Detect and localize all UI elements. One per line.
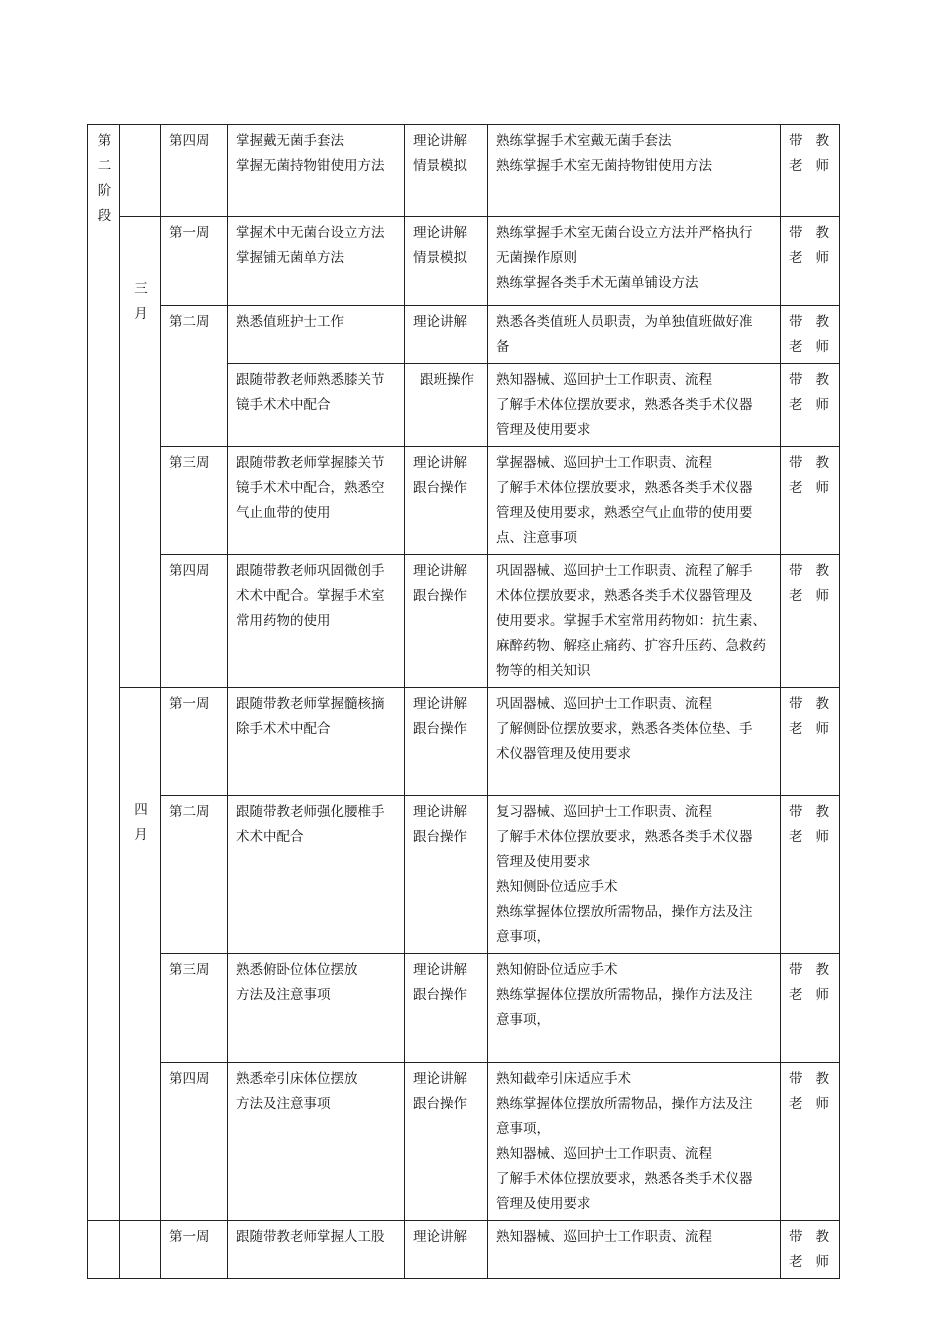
- requirement-cell-line: 点、注意事项: [496, 530, 577, 546]
- requirement-cell-line: 管理及使用要求: [496, 422, 591, 438]
- teacher-cell: [781, 217, 840, 306]
- stage-label: 第二阶段: [97, 133, 112, 224]
- method-cell-line: 理论讲解: [413, 1071, 467, 1087]
- content-cell-line: 方法及注意事项: [236, 1096, 331, 1112]
- content-cell: [228, 555, 405, 688]
- method-cell-line: 跟班操作: [420, 372, 474, 388]
- requirement-cell-line: 意事项，: [496, 1012, 550, 1028]
- requirement-cell-line: 无菌操作原则: [496, 250, 577, 266]
- requirement-cell-line: 意事项，: [496, 1121, 550, 1137]
- requirement-cell: [488, 688, 781, 796]
- teacher-cell: [781, 1221, 840, 1279]
- teacher-cell: [781, 796, 840, 954]
- requirement-cell-line: 熟练掌握体位摆放所需物品，操作方法及注: [496, 904, 753, 920]
- table-row: [88, 555, 840, 688]
- teacher-label: 带教老师: [789, 455, 829, 496]
- content-cell-line: 掌握铺无菌单方法: [236, 250, 344, 266]
- teacher-cell: [781, 306, 840, 364]
- method-cell-line: 理论讲解: [413, 314, 467, 330]
- table-row: [88, 688, 840, 796]
- week-cell: [161, 1063, 228, 1221]
- requirement-cell-line: 熟知侧卧位适应手术: [496, 879, 618, 895]
- teacher-cell: [781, 364, 840, 447]
- requirement-cell: [488, 364, 781, 447]
- requirement-cell-line: 术体位摆放要求，熟悉各类手术仪器管理及: [496, 588, 753, 604]
- content-cell-line: 跟随带教老师强化腰椎手: [236, 804, 385, 820]
- method-cell: [405, 447, 488, 555]
- method-cell: [405, 1063, 488, 1221]
- teacher-label: 带教老师: [789, 563, 829, 604]
- requirement-cell-line: 使用要求。掌握手术室常用药物如：抗生素、: [496, 613, 766, 629]
- requirement-cell-line: 麻醉药物、解痉止痛药、扩容升压药、急救药: [496, 638, 766, 654]
- requirement-cell-line: 意事项，: [496, 929, 550, 945]
- week-label: 第三周: [169, 455, 210, 471]
- week-label: 第二周: [169, 314, 210, 330]
- month-cell-empty: [120, 125, 161, 217]
- teacher-cell: [781, 688, 840, 796]
- week-label: 第四周: [169, 563, 210, 579]
- teacher-label: 带教老师: [789, 372, 829, 413]
- content-cell: [228, 447, 405, 555]
- requirement-cell-line: 熟练掌握手术室戴无菌手套法: [496, 133, 672, 149]
- table-row: [88, 954, 840, 1063]
- content-cell: [228, 125, 405, 217]
- teacher-cell: [781, 555, 840, 688]
- teacher-cell: [781, 1063, 840, 1221]
- week-label: 第四周: [169, 133, 210, 149]
- content-cell-line: 掌握戴无菌手套法: [236, 133, 344, 149]
- method-cell: [405, 217, 488, 306]
- content-cell-line: 跟随带教老师熟悉膝关节: [236, 372, 385, 388]
- teacher-label: 带教老师: [789, 696, 829, 737]
- table-row: [88, 1063, 840, 1221]
- week-label: 第四周: [169, 1071, 210, 1087]
- requirement-cell: [488, 306, 781, 364]
- empty-cell: [88, 1221, 120, 1279]
- method-cell: [405, 364, 488, 447]
- content-cell-line: 镜手术术中配合，熟悉空: [236, 480, 385, 496]
- method-cell: [405, 555, 488, 688]
- content-cell-line: 熟悉俯卧位体位摆放: [236, 962, 358, 978]
- requirement-cell: [488, 1221, 781, 1279]
- teacher-label: 带教老师: [789, 225, 829, 266]
- week-cell: [161, 306, 228, 447]
- requirement-cell: [488, 447, 781, 555]
- requirement-cell-line: 管理及使用要求: [496, 854, 591, 870]
- week-cell: [161, 217, 228, 306]
- requirement-cell: [488, 555, 781, 688]
- week-label: 第三周: [169, 962, 210, 978]
- method-cell-line: 理论讲解: [413, 962, 467, 978]
- week-cell: [161, 954, 228, 1063]
- training-schedule-table: [87, 124, 840, 1279]
- method-cell-line: 跟台操作: [413, 588, 467, 604]
- method-cell-line: 跟台操作: [413, 829, 467, 845]
- content-cell-line: 掌握术中无菌台设立方法: [236, 225, 385, 241]
- requirement-cell-line: 熟知器械、巡回护士工作职责、流程: [496, 1229, 712, 1245]
- requirement-cell-line: 熟练掌握体位摆放所需物品，操作方法及注: [496, 987, 753, 1003]
- method-cell-line: 情景模拟: [413, 158, 467, 174]
- week-label: 第一周: [169, 1229, 210, 1245]
- requirement-cell: [488, 796, 781, 954]
- method-cell-line: 理论讲解: [413, 804, 467, 820]
- requirement-cell-line: 熟知俯卧位适应手术: [496, 962, 618, 978]
- requirement-cell-line: 巩固器械、巡回护士工作职责、流程: [496, 696, 712, 712]
- requirement-cell-line: 了解手术体位摆放要求，熟悉各类手术仪器: [496, 480, 753, 496]
- week-cell: [161, 555, 228, 688]
- requirement-cell-line: 巩固器械、巡回护士工作职责、流程了解手: [496, 563, 753, 579]
- method-cell-line: 理论讲解: [413, 455, 467, 471]
- method-cell: [405, 954, 488, 1063]
- method-cell-line: 跟台操作: [413, 480, 467, 496]
- requirement-cell-line: 熟练掌握体位摆放所需物品，操作方法及注: [496, 1096, 753, 1112]
- content-cell: [228, 796, 405, 954]
- requirement-cell: [488, 1063, 781, 1221]
- requirement-cell-line: 备: [496, 339, 510, 355]
- content-cell-line: 常用药物的使用: [236, 613, 331, 629]
- teacher-cell: [781, 954, 840, 1063]
- table-row: [88, 447, 840, 555]
- content-cell-line: 跟随带教老师掌握髓核摘: [236, 696, 385, 712]
- content-cell-line: 熟悉值班护士工作: [236, 314, 344, 330]
- stage-cell: [88, 125, 120, 1221]
- teacher-label: 带教老师: [789, 314, 829, 355]
- content-cell-line: 术术中配合。掌握手术室: [236, 588, 385, 604]
- method-cell: [405, 306, 488, 364]
- content-cell-line: 熟悉牵引床体位摆放: [236, 1071, 358, 1087]
- content-cell-line: 跟随带教老师掌握人工股: [236, 1229, 385, 1245]
- requirement-cell-line: 了解手术体位摆放要求，熟悉各类手术仪器: [496, 829, 753, 845]
- method-cell-line: 理论讲解: [413, 563, 467, 579]
- requirement-cell-line: 熟练掌握手术室无菌台设立方法并严格执行: [496, 225, 753, 241]
- week-cell: [161, 688, 228, 796]
- teacher-label: 带教老师: [789, 1071, 829, 1112]
- content-cell-line: 跟随带教老师巩固微创手: [236, 563, 385, 579]
- week-label: 第一周: [169, 225, 210, 241]
- method-cell-line: 理论讲解: [413, 225, 467, 241]
- week-cell: [161, 796, 228, 954]
- requirement-cell-line: 熟练掌握各类手术无菌单铺设方法: [496, 275, 699, 291]
- content-cell: [228, 1221, 405, 1279]
- requirement-cell-line: 熟知器械、巡回护士工作职责、流程: [496, 372, 712, 388]
- table-row: [88, 1221, 840, 1279]
- requirement-cell-line: 熟知截牵引床适应手术: [496, 1071, 631, 1087]
- teacher-label: 带教老师: [789, 962, 829, 1003]
- content-cell-line: 气止血带的使用: [236, 505, 331, 521]
- content-cell-line: 术术中配合: [236, 829, 304, 845]
- requirement-cell-line: 熟练掌握手术室无菌持物钳使用方法: [496, 158, 712, 174]
- method-cell-line: 跟台操作: [413, 721, 467, 737]
- teacher-cell: [781, 447, 840, 555]
- month-cell-april: [120, 688, 161, 1221]
- week-cell: [161, 125, 228, 217]
- table-row: [88, 796, 840, 954]
- content-cell: [228, 688, 405, 796]
- week-label: 第一周: [169, 696, 210, 712]
- requirement-cell-line: 熟悉各类值班人员职责，为单独值班做好准: [496, 314, 753, 330]
- content-cell-line: 掌握无菌持物钳使用方法: [236, 158, 385, 174]
- method-cell: [405, 796, 488, 954]
- content-cell: [228, 1063, 405, 1221]
- requirement-cell-line: 掌握器械、巡回护士工作职责、流程: [496, 455, 712, 471]
- method-cell: [405, 688, 488, 796]
- empty-cell: [120, 1221, 161, 1279]
- method-cell-line: 跟台操作: [413, 1096, 467, 1112]
- requirement-cell-line: 了解手术体位摆放要求，熟悉各类手术仪器: [496, 397, 753, 413]
- content-cell: [228, 364, 405, 447]
- content-cell: [228, 954, 405, 1063]
- april-label: 四月: [134, 802, 148, 843]
- content-cell-line: 跟随带教老师掌握膝关节: [236, 455, 385, 471]
- march-label: 三月: [134, 281, 148, 322]
- table-row: [88, 306, 840, 364]
- method-cell-line: 情景模拟: [413, 250, 467, 266]
- table-row: [88, 125, 840, 217]
- week-cell: [161, 1221, 228, 1279]
- month-cell-march: [120, 217, 161, 688]
- requirement-cell: [488, 125, 781, 217]
- requirement-cell-line: 熟知器械、巡回护士工作职责、流程: [496, 1146, 712, 1162]
- requirement-cell-line: 物等的相关知识: [496, 663, 591, 679]
- table-row: [88, 217, 840, 306]
- table-body: [88, 125, 840, 1279]
- content-cell-line: 镜手术术中配合: [236, 397, 331, 413]
- requirement-cell: [488, 954, 781, 1063]
- content-cell: [228, 306, 405, 364]
- week-label: 第二周: [169, 804, 210, 820]
- method-cell-line: 理论讲解: [413, 1229, 467, 1245]
- content-cell: [228, 217, 405, 306]
- requirement-cell-line: 复习器械、巡回护士工作职责、流程: [496, 804, 712, 820]
- content-cell-line: 除手术术中配合: [236, 721, 331, 737]
- teacher-label: 带教老师: [789, 133, 829, 174]
- method-cell-line: 理论讲解: [413, 133, 467, 149]
- requirement-cell: [488, 217, 781, 306]
- method-cell-line: 理论讲解: [413, 696, 467, 712]
- requirement-cell-line: 了解手术体位摆放要求，熟悉各类手术仪器: [496, 1171, 753, 1187]
- teacher-label: 带教老师: [789, 804, 829, 845]
- content-cell-line: 方法及注意事项: [236, 987, 331, 1003]
- week-cell: [161, 447, 228, 555]
- requirement-cell-line: 管理及使用要求: [496, 1196, 591, 1212]
- requirement-cell-line: 管理及使用要求，熟悉空气止血带的使用要: [496, 505, 753, 521]
- requirement-cell-line: 了解侧卧位摆放要求，熟悉各类体位垫、手: [496, 721, 753, 737]
- teacher-label: 带教老师: [789, 1229, 829, 1270]
- method-cell: [405, 1221, 488, 1279]
- requirement-cell-line: 术仪器管理及使用要求: [496, 746, 631, 762]
- teacher-cell: [781, 125, 840, 217]
- method-cell-line: 跟台操作: [413, 987, 467, 1003]
- method-cell: [405, 125, 488, 217]
